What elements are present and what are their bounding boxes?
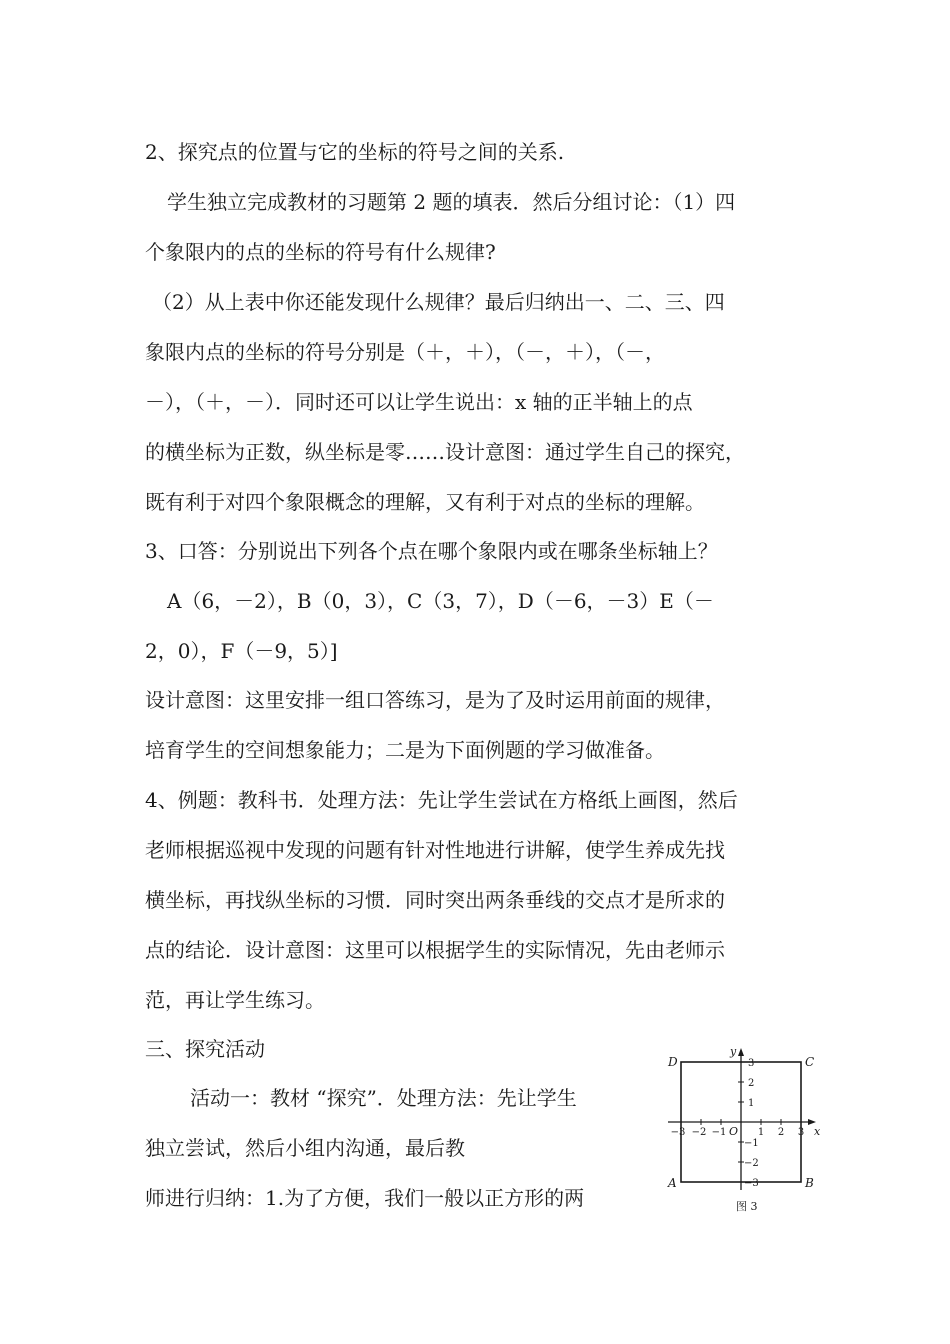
paragraph-line: 点的结论．设计意图：这里可以根据学生的实际情况，先由老师示 [145, 938, 725, 962]
figure-caption: 图 3 [736, 1200, 758, 1213]
paragraph-line: 培育学生的空间想象能力；二是为下面例题的学习做准备。 [145, 738, 665, 762]
paragraph-line: 2，0），F（－9，5）] [145, 639, 338, 663]
paragraph-line: 既有利于对四个象限概念的理解，又有利于对点的坐标的理解。 [145, 490, 705, 514]
y-tick-label: −3 [744, 1178, 759, 1189]
paragraph-line: （2）从上表中你还能发现什么规律？最后归纳出一、二、三、四 [152, 290, 725, 314]
x-tick-label: 2 [777, 1127, 785, 1138]
corner-label-a: A [668, 1176, 677, 1190]
y-tick-label: −1 [744, 1138, 759, 1149]
heading-4: 4、例题：教科书．处理方法：先让学生尝试在方格纸上画图，然后 [145, 788, 738, 812]
paragraph-line: 设计意图：这里安排一组口答练习，是为了及时运用前面的规律， [145, 688, 725, 712]
corner-label-c: C [805, 1055, 815, 1069]
paragraph-line: 老师根据巡视中发现的问题有针对性地进行讲解，使学生养成先找 [145, 838, 725, 862]
paragraph-line: 师进行归纳：1.为了方便，我们一般以正方形的两 [145, 1186, 585, 1210]
y-tick-label: 1 [748, 1098, 755, 1109]
y-axis-label: y [730, 1045, 737, 1058]
paragraph-line: 学生独立完成教材的习题第 2 题的填表．然后分组讨论：（1）四 [167, 190, 736, 214]
x-tick-label: −2 [691, 1127, 707, 1138]
paragraph-line: 独立尝试，然后小组内沟通，最后教 [145, 1136, 465, 1160]
y-tick-label: 2 [748, 1078, 755, 1089]
corner-label-b: B [805, 1176, 814, 1190]
paragraph-line: 范，再让学生练习。 [145, 988, 325, 1012]
corner-label-d: D [668, 1055, 678, 1069]
section-heading: 三、探究活动 [145, 1037, 265, 1061]
heading-2: 2、探究点的位置与它的坐标的符号之间的关系. [145, 140, 565, 164]
y-axis-arrow [738, 1048, 744, 1056]
paragraph-line: 活动一：教材 “探究”．处理方法：先让学生 [190, 1086, 577, 1110]
y-tick-label: −2 [744, 1158, 759, 1169]
x-tick-label: −1 [711, 1127, 727, 1138]
paragraph-line: 横坐标，再找纵坐标的习惯．同时突出两条垂线的交点才是所求的 [145, 888, 725, 912]
paragraph-line: 个象限内的点的坐标的符号有什么规律? [145, 240, 496, 264]
x-tick-label: 1 [757, 1127, 765, 1138]
y-tick-label: 3 [748, 1058, 755, 1069]
x-tick-label: 3 [797, 1127, 805, 1138]
coordinate-diagram [664, 1040, 824, 1220]
paragraph-line: 的横坐标为正数，纵坐标是零……设计意图：通过学生自己的探究， [145, 440, 745, 464]
coordinate-figure [664, 1040, 824, 1220]
x-axis-label: x [814, 1125, 821, 1138]
x-tick-label: −3 [670, 1127, 686, 1138]
heading-3: 3、口答：分别说出下列各个点在哪个象限内或在哪条坐标轴上？ [145, 539, 718, 563]
paragraph-line: －），（＋，－）．同时还可以让学生说出：x 轴的正半轴上的点 [145, 390, 693, 414]
paragraph-line: 象限内点的坐标的符号分别是（＋，＋），（－，＋），（－， [145, 340, 665, 364]
origin-label: O [729, 1125, 739, 1138]
paragraph-line: A（6，－2），B（0，3），C（3，7），D（－6，－3）E（－ [167, 589, 714, 613]
